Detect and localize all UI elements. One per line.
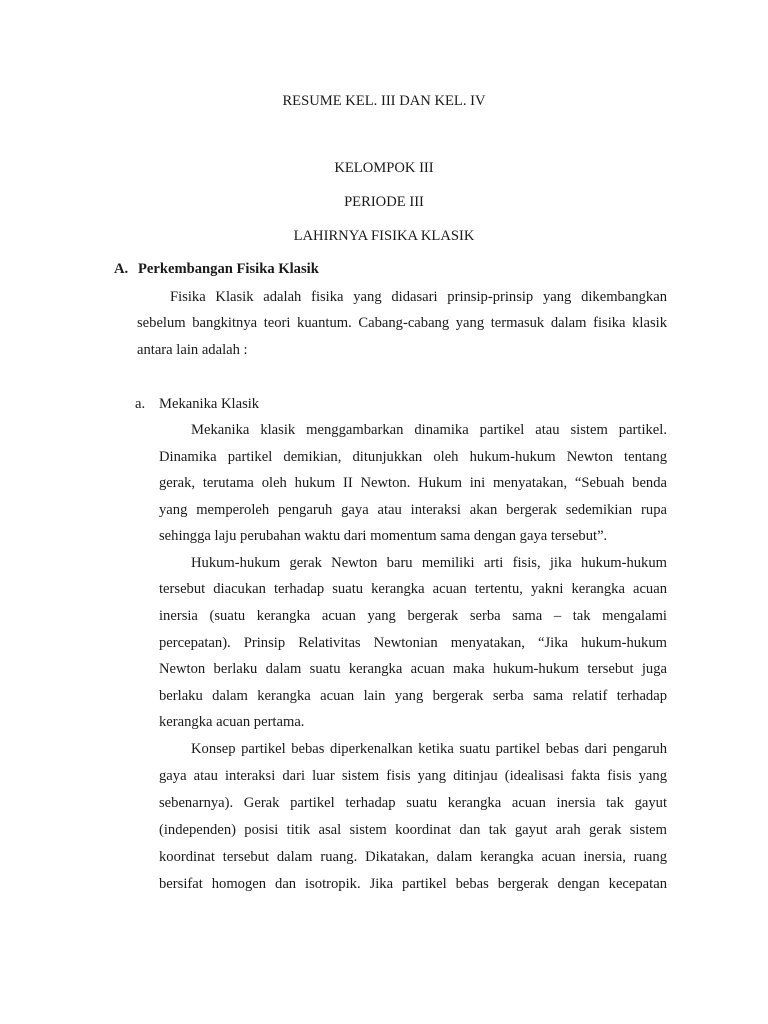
paragraph-line: gaya atau interaksi dari luar sistem fisis yang ditinjau (idealisasi fakta fisis yang	[159, 768, 667, 784]
paragraph-line: Konsep partikel bebas diperkenalkan ketika suatu partikel bebas dari pengaruh	[191, 741, 667, 757]
paragraph-line: kerangka acuan pertama.	[159, 714, 305, 730]
paragraph-line: percepatan). Prinsip Relativitas Newtonian menyatakan, “Jika hukum-hukum	[159, 635, 667, 651]
paragraph-line: Mekanika klasik menggambarkan dinamika partikel atau sistem partikel.	[191, 422, 667, 438]
intro-line: Fisika Klasik adalah fisika yang didasari prinsip-prinsip yang dikembangkan	[170, 289, 667, 305]
paragraph-line: tersebut diacukan terhadap suatu kerangka acuan tertentu, yakni kerangka acuan	[159, 581, 667, 597]
paragraph-line: berlaku dalam kerangka acuan lain yang bergerak serba sama relatif terhadap	[159, 688, 667, 704]
paragraph-line: koordinat tersebut dalam ruang. Dikatakan, dalam kerangka acuan inersia, ruang	[159, 849, 667, 865]
paragraph-line: yang memperoleh pengaruh gaya atau interaksi akan bergerak sedemikian rupa	[159, 502, 667, 518]
paragraph-line: (independen) posisi titik asal sistem koordinat dan tak gayut arah gerak sistem	[159, 822, 667, 838]
paragraph-line: Hukum-hukum gerak Newton baru memiliki arti fisis, jika hukum-hukum	[191, 555, 667, 571]
paragraph-line: bersifat homogen dan isotropik. Jika partikel bebas bergerak dengan kecepatan	[159, 876, 667, 892]
paragraph-line: sebenarnya). Gerak partikel terhadap suatu kerangka acuan inersia tak gayut	[159, 795, 667, 811]
topic-title: LAHIRNYA FISIKA KLASIK	[293, 228, 475, 244]
document-title: RESUME KEL. III DAN KEL. IV	[282, 93, 486, 109]
intro-line: sebelum bangkitnya teori kuantum. Cabang-cabang yang termasuk dalam fisika klasik	[137, 315, 667, 331]
paragraph-line: Dinamika partikel demikian, ditunjukkan oleh hukum-hukum Newton tentang	[159, 449, 667, 465]
section-a-marker: A.	[114, 261, 129, 277]
paragraph-line: sehingga laju perubahan waktu dari momentum sama dengan gaya tersebut”.	[159, 528, 608, 544]
paragraph-line: Newton berlaku dalam suatu kerangka acuan maka hukum-hukum tersebut juga	[159, 661, 667, 677]
period-title: PERIODE III	[344, 194, 424, 210]
group-title: KELOMPOK III	[334, 160, 434, 176]
intro-line: antara lain adalah :	[137, 342, 248, 358]
section-a-heading: Perkembangan Fisika Klasik	[138, 261, 319, 277]
paragraph-line: inersia (suatu kerangka acuan yang bergerak serba sama – tak mengalami	[159, 608, 667, 624]
subsection-a-marker: a.	[135, 396, 146, 412]
subsection-a-heading: Mekanika Klasik	[159, 396, 260, 412]
paragraph-line: gerak, terutama oleh hukum II Newton. Hukum ini menyatakan, “Sebuah benda	[159, 475, 667, 491]
